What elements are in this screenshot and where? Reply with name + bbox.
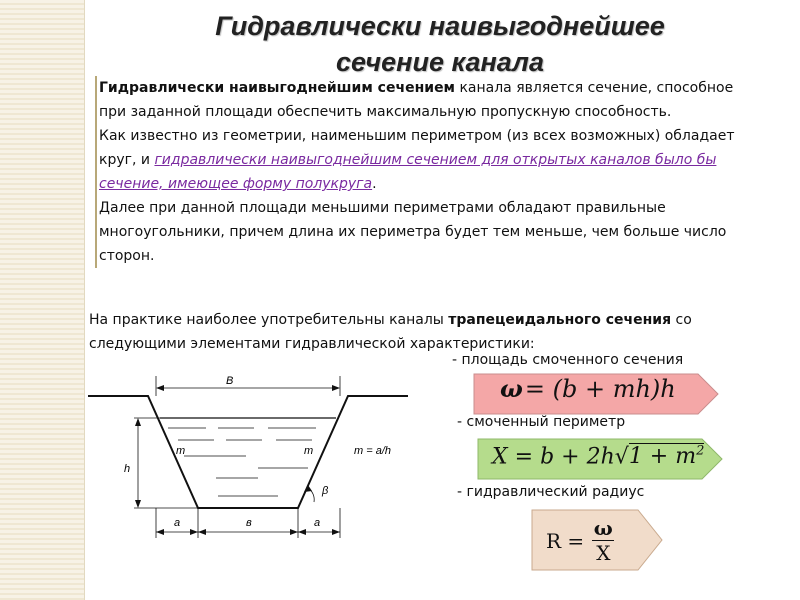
label-a-left: a: [174, 517, 181, 529]
label-radius: - гидравлический радиус: [457, 484, 645, 500]
intro-text-2: Как известно из геометрии, наименьшим периметром (из всех возможных) обладает круг, и: [99, 128, 735, 168]
trapezoid-text-2: со следующими элементами гидравлической характеристики:: [89, 312, 692, 352]
trapezoid-bold: трапецеидального сечения: [448, 312, 672, 328]
sqrt-sign: √: [614, 444, 629, 470]
intro-text-2-end: .: [372, 176, 377, 192]
label-beta: β: [322, 485, 329, 497]
water-lines: [168, 428, 316, 496]
title-line-2: сечение канала: [336, 47, 544, 77]
sqrt-base: 1 + m: [628, 444, 697, 470]
label-B: B: [226, 375, 234, 387]
perimeter-lhs: X: [492, 444, 508, 470]
binder-divider: [84, 0, 85, 600]
perimeter-rhs: = b + 2h: [514, 444, 615, 470]
page-title: [90, 8, 790, 80]
label-m-right: m: [304, 445, 314, 457]
sqrt-content: [629, 443, 705, 469]
radius-denominator: X: [592, 540, 614, 565]
omega-symbol: ω: [500, 374, 523, 403]
label-area: - площадь смоченного сечения: [452, 352, 684, 368]
trapezoid-paragraph: [89, 308, 749, 356]
trapezoid-text-1: На практике наиболее употребительны каналы: [89, 312, 449, 328]
radius-lhs: R =: [546, 528, 585, 553]
label-h: h: [124, 463, 131, 475]
area-formula-rhs: = (b + mh)h: [524, 375, 676, 403]
radius-formula: [546, 516, 614, 565]
label-m-left: m: [176, 445, 186, 457]
sqrt-exponent: 2: [696, 444, 705, 459]
perimeter-formula: [492, 444, 704, 469]
label-m-def: m = a/h: [354, 445, 391, 457]
radius-numerator: ω: [593, 516, 613, 540]
binder-strip: [0, 0, 84, 600]
semicircle-link[interactable]: гидравлически наивыгоднейшим сечением для открытых каналов было бы сечение, имеющее форму полукруга: [99, 152, 717, 192]
radius-fraction: [592, 516, 614, 565]
label-perimeter: - смоченный периметр: [457, 414, 626, 430]
label-b-bottom: в: [246, 517, 252, 529]
intro-text-3: Далее при данной площади меньшими периметрами обладают правильные многоугольники, причем длина их периметра будет тем меньше, чем больше число сторон.: [99, 200, 727, 264]
intro-paragraph: [95, 76, 759, 268]
trapezoid-diagram: [86, 368, 426, 548]
term-bold: Гидравлически наивыгоднейшим сечением: [99, 80, 456, 96]
title-line-1: Гидравлически наивыгоднейшее: [215, 11, 665, 41]
label-a-right: a: [314, 517, 321, 529]
intro-text-1: канала является сечение, способное при заданной площади обеспечить максимальную пропускную способность.: [99, 80, 734, 120]
area-formula: [500, 374, 676, 403]
